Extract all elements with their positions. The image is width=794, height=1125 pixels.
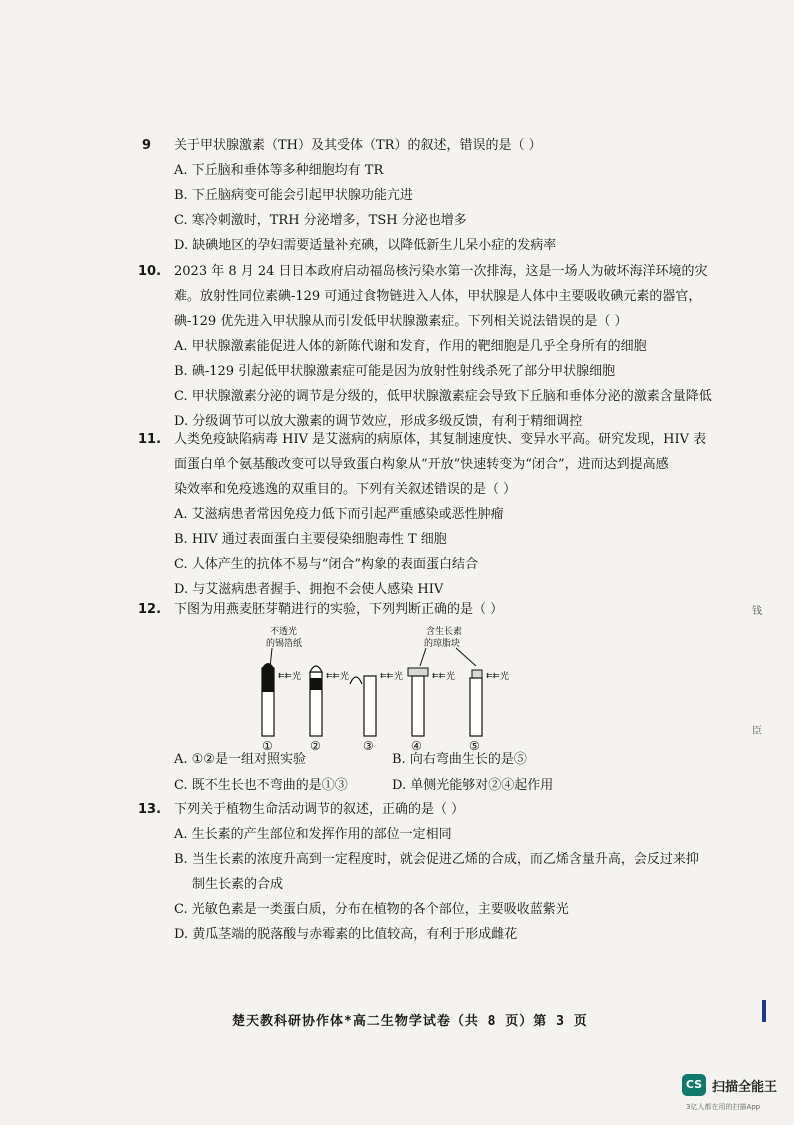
option-a: A. 下丘脑和垂体等多种细胞均有 TR (174, 163, 384, 178)
option-a: A. ①②是一组对照实验 (174, 752, 306, 767)
option-c: C. 光敏色素是一类蛋白质，分布在植物的各个部位，主要吸收蓝紫光 (174, 902, 569, 917)
watermark-name: 扫描全能王 (712, 1080, 778, 1095)
tube-number-3: ③ (363, 739, 374, 753)
coleoptile-3 (350, 676, 376, 736)
agar-label-line2: 的琼脂块 (424, 639, 461, 649)
option-c: C. 人体产生的抗体不易与“闭合”构象的表面蛋白结合 (174, 557, 479, 572)
foil-label-line1: 不透光 (270, 627, 298, 637)
option-b: B. HIV 通过表面蛋白主要侵染细胞毒性 T 细胞 (174, 532, 447, 547)
page-footer: 楚天教科研协作体*高二生物学试卷（共 8 页）第 3 页 (232, 1014, 588, 1029)
agar-pointer (456, 648, 476, 666)
option-b: B. 下丘脑病变可能会引起甲状腺功能亢进 (174, 188, 413, 203)
light-label-1: 光 (292, 672, 302, 682)
light-label-2: 光 (340, 672, 350, 682)
light-arrow-4: ⇇⇇ (432, 671, 446, 680)
question-number: 9 (142, 138, 152, 153)
agar-pointer (420, 648, 426, 666)
tube-number-2: ② (310, 739, 321, 753)
option-d: D. 黄瓜茎端的脱落酸与赤霉素的比值较高，有利于形成雌花 (174, 927, 518, 942)
option-c: C. 甲状腺激素分泌的调节是分级的，低甲状腺激素症会导致下丘脑和垂体分泌的激素含量降低 (174, 389, 712, 404)
option-b: B. 向右弯曲生长的是⑤ (392, 752, 527, 767)
light-label-3: 光 (394, 672, 404, 682)
edge-mark: 钱 (752, 606, 762, 617)
question-number: 13. (138, 802, 162, 817)
light-label-4: 光 (446, 672, 456, 682)
watermark-tagline: 3亿人都在用的扫描App (686, 1103, 761, 1111)
option-d: D. 缺碘地区的孕妇需要适量补充碘，以降低新生儿呆小症的发病率 (174, 238, 557, 253)
option-a: A. 艾滋病患者常因免疫力低下而引起严重感染或恶性肿瘤 (174, 507, 504, 522)
option-b: B. 碘-129 引起低甲状腺激素症可能是因为放射性射线杀死了部分甲状腺细胞 (174, 364, 616, 379)
coleoptile-5 (470, 670, 482, 736)
light-arrow-3: ⇇⇇ (380, 671, 394, 680)
option-a: A. 生长素的产生部位和发挥作用的部位一定相同 (174, 827, 452, 842)
tube-number-1: ① (262, 739, 273, 753)
option-b-continued: 制生长素的合成 (192, 877, 284, 892)
option-d: D. 单侧光能够对②④起作用 (392, 778, 554, 793)
question-number: 11. (138, 432, 162, 447)
question-stem-line: 碘-129 优先进入甲状腺从而引发低甲状腺激素症。下列相关说法错误的是（ ） (174, 314, 628, 329)
coleoptile-2 (310, 666, 322, 736)
option-c: C. 寒冷刺激时，TRH 分泌增多，TSH 分泌也增多 (174, 213, 467, 228)
question-stem: 下列关于植物生命活动调节的叙述，正确的是（ ） (174, 802, 465, 817)
coleoptile-4 (408, 668, 428, 736)
question-number: 12. (138, 602, 162, 617)
camscanner-logo-icon: CS (682, 1074, 706, 1096)
question-stem: 下图为用燕麦胚芽鞘进行的实验，下列判断正确的是（ ） (174, 602, 504, 617)
scanner-watermark (680, 1072, 788, 1116)
tube-number-5: ⑤ (469, 739, 480, 753)
question-stem-line: 人类免疫缺陷病毒 HIV 是艾滋病的病原体，其复制速度快、变异水平高。研究发现，HIV 表 (174, 432, 707, 447)
light-arrow-5: ⇇⇇ (486, 671, 500, 680)
option-d: D. 与艾滋病患者握手、拥抱不会使人感染 HIV (174, 582, 444, 597)
question-stem-line: 难。放射性同位素碘-129 可通过食物链进入人体，甲状腺是人体中主要吸收碘元素的器官， (174, 289, 702, 304)
coleoptile-figure (250, 622, 550, 756)
option-a: A. 甲状腺激素能促进人体的新陈代谢和发育，作用的靶细胞是几乎全身所有的细胞 (174, 339, 647, 354)
question-stem-line: 染效率和免疫逃逸的双重目的。下列有关叙述错误的是（ ） (174, 482, 517, 497)
tube-number-4: ④ (411, 739, 422, 753)
question-number: 10. (138, 264, 162, 279)
light-arrow-1: ⇇⇇ (278, 671, 292, 680)
scan-edge-bar (762, 1000, 766, 1022)
question-stem: 关于甲状腺激素（TH）及其受体（TR）的叙述，错误的是（ ） (174, 138, 542, 153)
edge-mark: 臣 (752, 726, 762, 737)
light-label-5: 光 (500, 672, 510, 682)
coleoptile-1 (262, 663, 274, 736)
option-b: B. 当生长素的浓度升高到一定程度时，就会促进乙烯的合成，而乙烯含量升高，会反过来抑 (174, 852, 699, 867)
question-stem-line: 2023 年 8 月 24 日日本政府启动福岛核污染水第一次排海，这是一场人为破坏海洋环境的灾 (174, 264, 708, 279)
agar-label-line1: 含生长素 (426, 627, 463, 637)
light-arrow-2: ⇇⇇ (326, 671, 340, 680)
option-d: D. 分级调节可以放大激素的调节效应，形成多级反馈，有利于精细调控 (174, 414, 583, 429)
question-stem-line: 面蛋白单个氨基酸改变可以导致蛋白构象从“开放”快速转变为“闭合”，进而达到提高感 (174, 457, 669, 472)
option-c: C. 既不生长也不弯曲的是①③ (174, 778, 348, 793)
foil-label-line2: 的锡箔纸 (266, 639, 303, 649)
